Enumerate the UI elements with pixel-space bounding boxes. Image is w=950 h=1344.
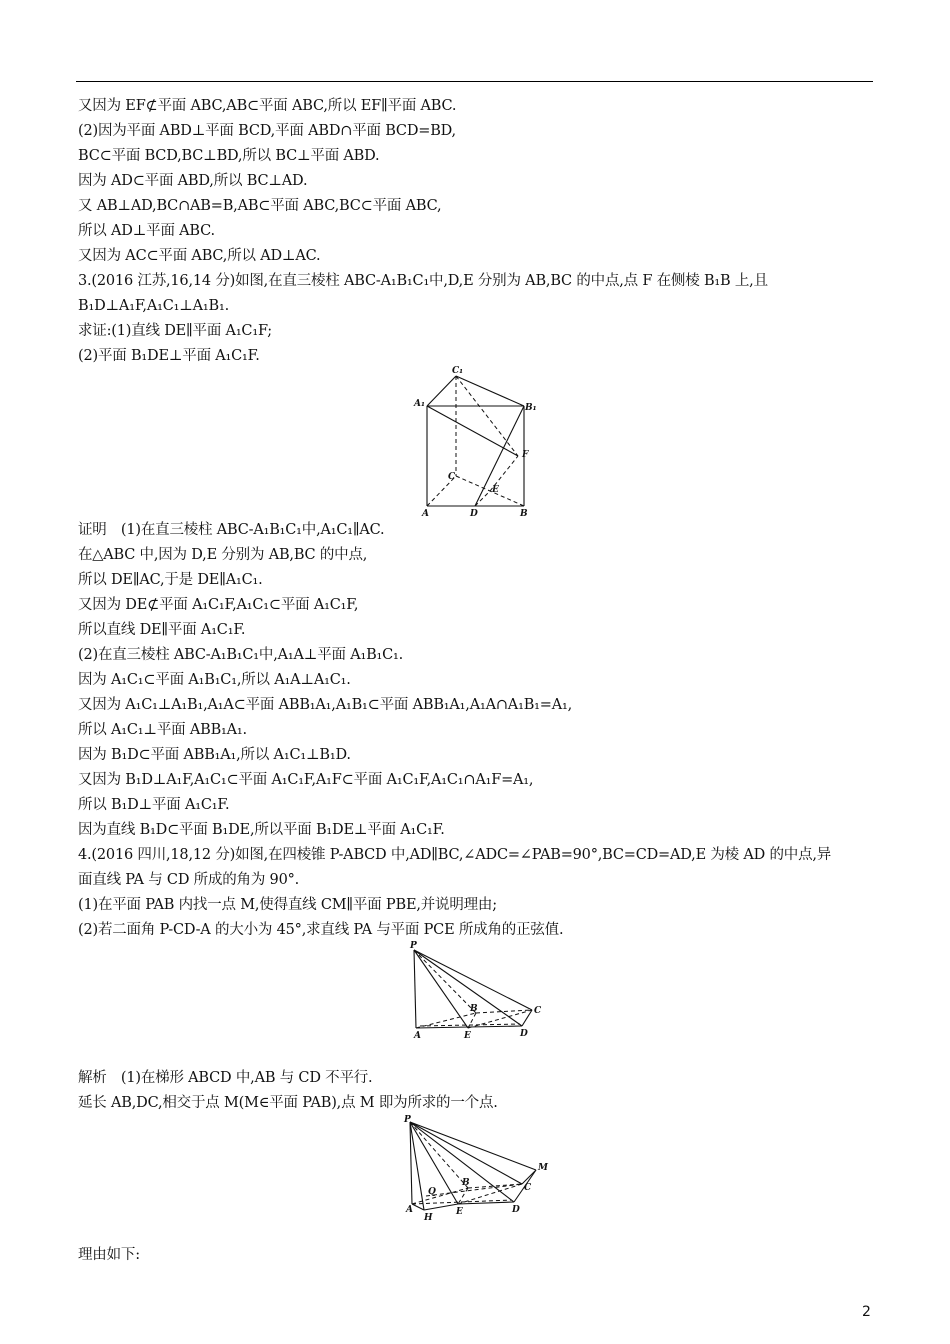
line-10: (2)平面 B₁DE⊥平面 A₁C₁F. — [78, 348, 260, 364]
fig3-label-B: B — [462, 1178, 470, 1188]
line-1: (2)因为平面 ABD⊥平面 BCD,平面 ABD∩平面 BCD=BD, — [78, 123, 456, 139]
pyramid-figure — [400, 940, 550, 1042]
fig1-label-C1: C₁ — [452, 366, 464, 376]
fig3-label-M: M — [538, 1163, 548, 1173]
header-rule — [76, 81, 873, 82]
line-11: 证明 (1)在直三棱柱 ABC-A₁B₁C₁中,A₁C₁∥AC. — [78, 522, 385, 538]
fig3-label-P: P — [404, 1115, 411, 1125]
prism-figure — [412, 364, 542, 520]
fig3-label-C: C — [524, 1183, 532, 1193]
fig1-label-A1: A₁ — [414, 399, 425, 409]
fig2-label-D: D — [520, 1029, 528, 1039]
line-2: BC⊂平面 BCD,BC⊥BD,所以 BC⊥平面 ABD. — [78, 148, 380, 164]
line-25: 面直线 PA 与 CD 所成的角为 90°. — [78, 872, 300, 888]
fig2-label-C: C — [534, 1006, 542, 1016]
line-0: 又因为 EF⊄平面 ABC,AB⊂平面 ABC,所以 EF∥平面 ABC. — [78, 98, 457, 114]
fig1-label-D: D — [470, 509, 478, 519]
line-27: (2)若二面角 P-CD-A 的大小为 45°,求直线 PA 与平面 PCE 所成角的正弦值. — [78, 922, 564, 938]
line-13: 所以 DE∥AC,于是 DE∥A₁C₁. — [78, 572, 263, 588]
fig3-label-A: A — [406, 1205, 413, 1215]
line-24: 4.(2016 四川,18,12 分)如图,在四棱锥 P-ABCD 中,AD∥BC,∠ADC=∠PAB=90°,BC=CD=AD,E 为棱 AD 的中点,异 — [78, 847, 832, 863]
line-22: 所以 B₁D⊥平面 A₁C₁F. — [78, 797, 230, 813]
page-number: 2 — [862, 1304, 871, 1320]
line-16: (2)在直三棱柱 ABC-A₁B₁C₁中,A₁A⊥平面 A₁B₁C₁. — [78, 647, 404, 663]
line-17: 因为 A₁C₁⊂平面 A₁B₁C₁,所以 A₁A⊥A₁C₁. — [78, 672, 351, 688]
fig2-label-B: B — [470, 1004, 478, 1014]
fig3-label-E: E — [456, 1207, 463, 1217]
line-3: 因为 AD⊂平面 ABD,所以 BC⊥AD. — [78, 173, 308, 189]
line-18: 又因为 A₁C₁⊥A₁B₁,A₁A⊂平面 ABB₁A₁,A₁B₁⊂平面 ABB₁A₁,A₁A∩A₁B₁=A₁, — [78, 697, 573, 713]
line-20: 因为 B₁D⊂平面 ABB₁A₁,所以 A₁C₁⊥B₁D. — [78, 747, 351, 763]
line-29: 延长 AB,DC,相交于点 M(M∈平面 PAB),点 M 即为所求的一个点. — [78, 1095, 498, 1111]
line-8: B₁D⊥A₁F,A₁C₁⊥A₁B₁. — [78, 298, 230, 314]
line-14: 又因为 DE⊄平面 A₁C₁F,A₁C₁⊂平面 A₁C₁F, — [78, 597, 359, 613]
fig2-label-P: P — [410, 941, 417, 951]
line-4: 又 AB⊥AD,BC∩AB=B,AB⊂平面 ABC,BC⊂平面 ABC, — [78, 198, 442, 214]
extended-pyramid-figure — [398, 1112, 553, 1222]
fig3-label-D: D — [512, 1205, 520, 1215]
fig3-label-Q: Q — [428, 1187, 436, 1197]
fig2-label-E: E — [464, 1031, 471, 1041]
fig2-label-A: A — [414, 1031, 421, 1041]
fig1-label-B1: B₁ — [525, 403, 537, 413]
fig1-label-E: E — [492, 485, 499, 495]
line-12: 在△ABC 中,因为 D,E 分别为 AB,BC 的中点, — [78, 547, 368, 563]
line-15: 所以直线 DE∥平面 A₁C₁F. — [78, 622, 246, 638]
fig1-label-F: F — [522, 450, 529, 460]
line-19: 所以 A₁C₁⊥平面 ABB₁A₁. — [78, 722, 247, 738]
fig1-label-A: A — [422, 509, 429, 519]
line-28: 解析 (1)在梯形 ABCD 中,AB 与 CD 不平行. — [78, 1070, 373, 1086]
line-21: 又因为 B₁D⊥A₁F,A₁C₁⊂平面 A₁C₁F,A₁F⊂平面 A₁C₁F,A₁C₁∩A₁F=A₁, — [78, 772, 534, 788]
line-7: 3.(2016 江苏,16,14 分)如图,在直三棱柱 ABC-A₁B₁C₁中,D,E 分别为 AB,BC 的中点,点 F 在侧棱 B₁B 上,且 — [78, 273, 768, 289]
fig3-label-H: H — [424, 1213, 433, 1222]
line-9: 求证:(1)直线 DE∥平面 A₁C₁F; — [78, 323, 272, 339]
line-23: 因为直线 B₁D⊂平面 B₁DE,所以平面 B₁DE⊥平面 A₁C₁F. — [78, 822, 445, 838]
line-6: 又因为 AC⊂平面 ABC,所以 AD⊥AC. — [78, 248, 321, 264]
fig1-label-B: B — [520, 509, 528, 519]
line-5: 所以 AD⊥平面 ABC. — [78, 223, 215, 239]
line-26: (1)在平面 PAB 内找一点 M,使得直线 CM∥平面 PBE,并说明理由; — [78, 897, 497, 913]
line-30: 理由如下: — [78, 1247, 140, 1263]
fig1-label-C: C — [448, 472, 456, 482]
